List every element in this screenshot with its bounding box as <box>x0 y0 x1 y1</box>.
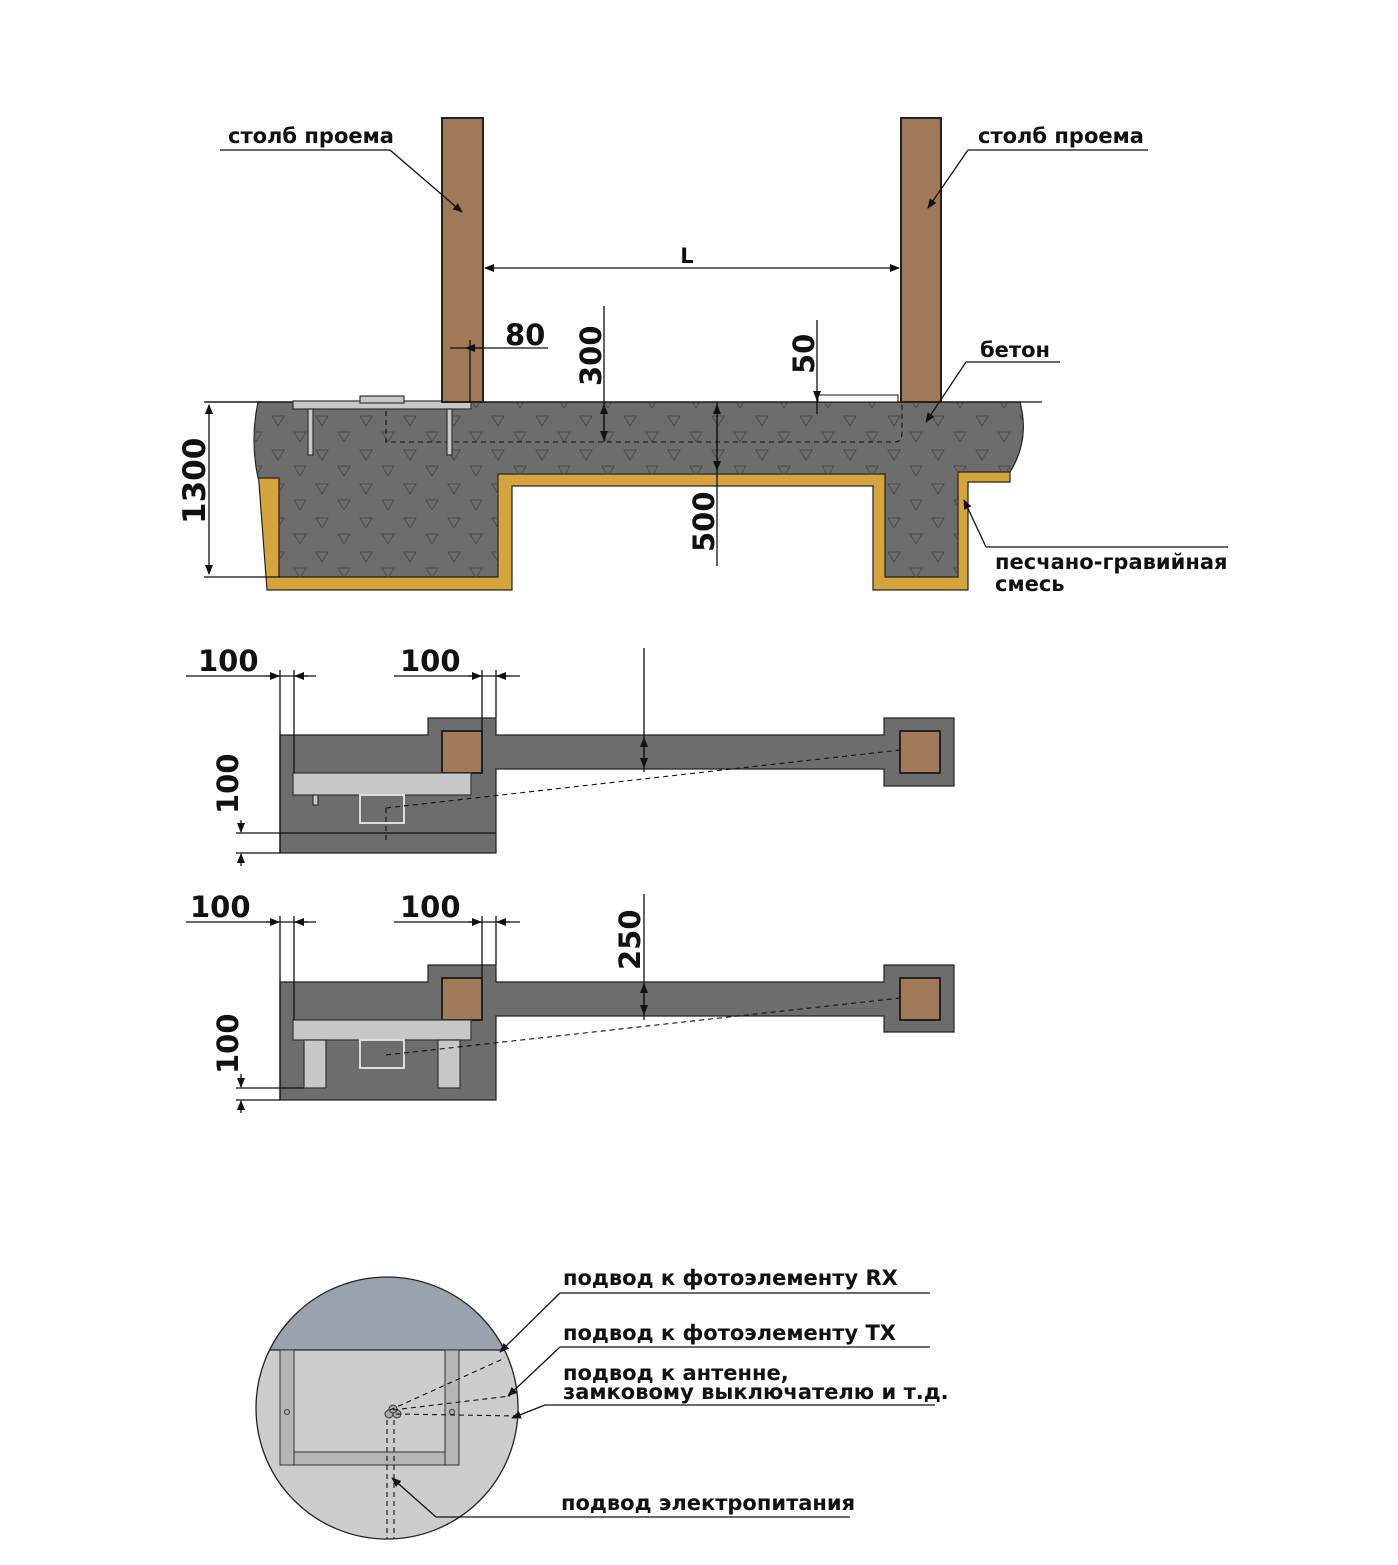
plan2-post-left <box>442 978 482 1020</box>
plan2-dim-left: 100 <box>190 890 251 924</box>
rail-cover <box>360 396 404 403</box>
elevation-section <box>177 118 1228 596</box>
plan2-dim-side: 100 <box>211 1013 245 1074</box>
dim-span: L <box>680 244 694 268</box>
label-sand-1: песчано-гравийная <box>995 550 1228 574</box>
label-rx: подвод к фотоэлементу RX <box>563 1266 898 1290</box>
label-antenna-1: подвод к антенне, <box>563 1361 789 1385</box>
plan-view-2 <box>186 890 954 1113</box>
dim-depth-channel: 300 <box>574 325 608 386</box>
dim-offset-post: 80 <box>505 318 546 352</box>
plan2-dim-width: 250 <box>613 909 647 970</box>
label-post-left: столб проема <box>228 124 394 148</box>
detail-circle <box>256 1266 949 1565</box>
plan-view-1 <box>186 644 954 866</box>
dim-recess: 50 <box>787 333 821 374</box>
label-antenna-2: замковому выключателю и т.д. <box>563 1380 949 1404</box>
label-sand-2: смесь <box>995 572 1065 596</box>
plan2-motor-plate <box>293 1020 471 1040</box>
plan2-post-right <box>900 978 940 1020</box>
label-power: подвод электропитания <box>561 1491 856 1515</box>
anchor-leg-right <box>447 409 452 455</box>
plan1-dim-left: 100 <box>198 644 259 678</box>
recess-mark <box>818 395 898 402</box>
plan1-dim-side: 100 <box>211 753 245 814</box>
plan1-dim-mid: 100 <box>400 644 461 678</box>
dim-depth-beam: 500 <box>687 491 721 552</box>
plan2-dim-mid: 100 <box>400 890 461 924</box>
label-post-right: столб проема <box>978 124 1144 148</box>
plan2-anchor-right <box>438 1040 460 1088</box>
post-right <box>901 118 941 402</box>
label-concrete: бетон <box>980 338 1051 362</box>
plan2-anchor-left <box>304 1040 326 1088</box>
post-left <box>442 118 483 402</box>
plan1-post-right <box>900 731 940 773</box>
anchor-leg-left <box>308 409 313 455</box>
label-tx: подвод к фотоэлементу TX <box>563 1321 896 1345</box>
plan1-motor-plate <box>293 773 471 795</box>
plan1-post-left <box>442 731 482 773</box>
dim-depth-total: 1300 <box>177 437 213 524</box>
